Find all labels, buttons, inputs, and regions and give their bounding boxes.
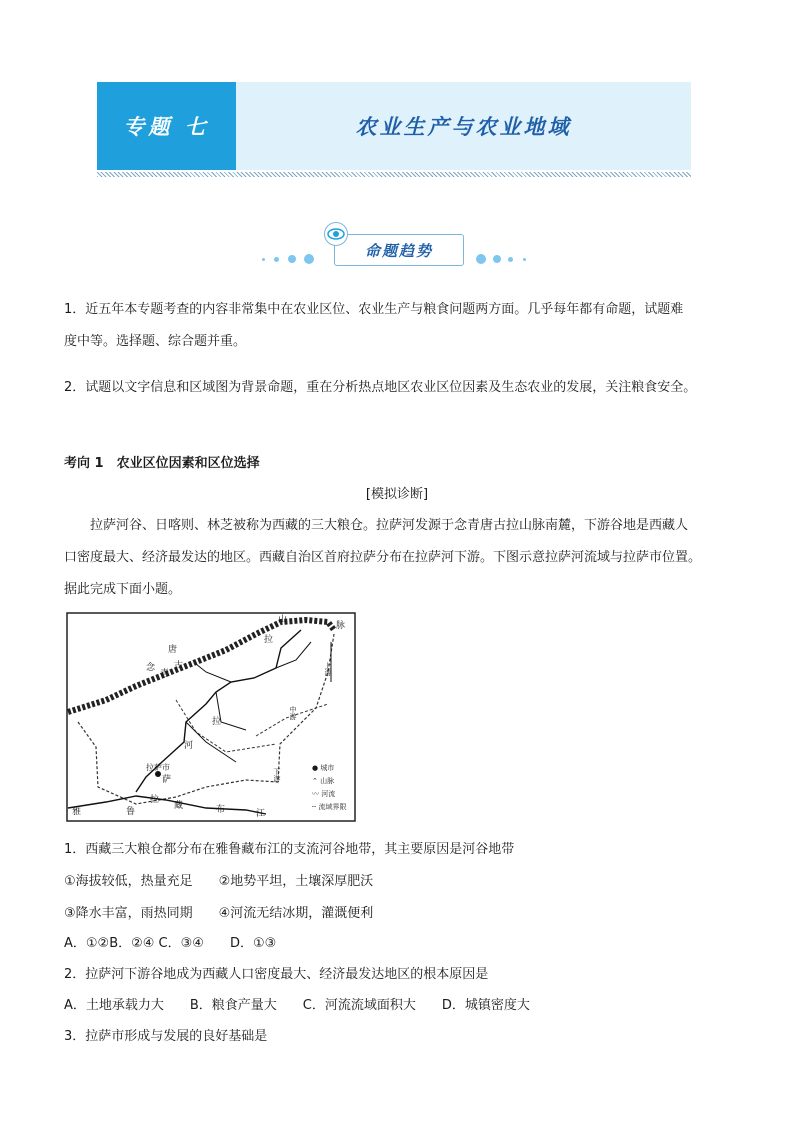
boundary-legend-icon: ┄ bbox=[312, 803, 317, 811]
legend-item bbox=[312, 762, 346, 775]
decor-dot bbox=[476, 254, 486, 264]
map-zone-label: 中游 bbox=[289, 706, 297, 720]
passage bbox=[64, 510, 736, 606]
map-label: 拉 bbox=[150, 795, 160, 805]
legend-item bbox=[312, 788, 346, 801]
question-2: 2．拉萨河下游谷地成为西藏人口密度最大、经济最发达地区的根本原因是 bbox=[64, 967, 489, 982]
decor-dot bbox=[262, 258, 265, 261]
decor-dot bbox=[304, 254, 314, 264]
map-label: 藏 bbox=[174, 801, 184, 811]
map-label: 鲁 bbox=[126, 807, 136, 817]
map-zone-label: 下游 bbox=[273, 768, 281, 782]
chapter-tag bbox=[97, 82, 236, 170]
section-heading: 考向 1 农业区位因素和区位选择 bbox=[64, 456, 260, 471]
map-label: 脉 bbox=[336, 621, 346, 631]
map-label: 河 bbox=[184, 741, 194, 751]
decor-dot bbox=[493, 255, 501, 263]
legend-item bbox=[312, 775, 346, 788]
map-city-label: 拉萨市 bbox=[146, 763, 170, 772]
decor-dot bbox=[288, 255, 296, 263]
decor-dot bbox=[508, 257, 513, 262]
trend-label-box bbox=[334, 234, 464, 266]
chapter-number: 专题 七 bbox=[123, 114, 210, 139]
decor-dot bbox=[523, 258, 526, 261]
map-label: 雅 bbox=[72, 807, 82, 817]
chapter-title: 农业生产与农业地域 bbox=[355, 114, 572, 139]
map-label: 布 bbox=[216, 805, 226, 815]
map-label: 念 bbox=[146, 663, 156, 673]
question-2-options: A．土地承载力大 B．粮食产量大 C．河流流域面积大 D．城镇密度大 bbox=[64, 998, 530, 1013]
legend-label: 城市 bbox=[320, 764, 335, 772]
legend-label: 山脉 bbox=[320, 777, 335, 785]
mountain-legend-icon: ⌃ bbox=[312, 777, 318, 785]
trend-label: 命题趋势 bbox=[364, 241, 433, 260]
intro-line: 1．近五年本专题考查的内容非常集中在农业区位、农业生产与粮食问题两方面。几乎每年都有命题，试题难 bbox=[64, 302, 684, 317]
question-1-options: A．①②B．②④ C．③④ D．①③ bbox=[64, 936, 277, 951]
lhasa-river-map bbox=[66, 612, 356, 822]
river-legend-icon: 〰 bbox=[312, 790, 319, 798]
intro-line: 2．试题以文字信息和区域图为背景命题，重在分析热点地区农业区位因素及生态农业的发展，关注粮食安全。 bbox=[64, 380, 697, 395]
passage-line: 据此完成下面小题。 bbox=[64, 582, 182, 597]
chapter-title-box bbox=[236, 82, 691, 170]
legend-label: 流域界限 bbox=[318, 803, 347, 811]
map-label: 江 bbox=[256, 809, 266, 819]
intro-paragraph-2 bbox=[64, 372, 736, 404]
city-legend-icon: ● bbox=[312, 764, 319, 772]
trend-badge bbox=[262, 222, 532, 268]
banner-divider bbox=[97, 172, 691, 177]
map-label: 萨 bbox=[162, 775, 172, 785]
section-subheading: [模拟诊断] bbox=[365, 487, 429, 502]
map-legend bbox=[312, 762, 346, 814]
intro-paragraph-1 bbox=[64, 294, 736, 358]
eye-icon bbox=[324, 222, 348, 246]
passage-line: 口密度最大、经济最发达的地区。西藏自治区首府拉萨分布在拉萨河下游。下图示意拉萨河流域与拉萨市位置。 bbox=[64, 550, 702, 565]
chapter-banner bbox=[97, 82, 691, 170]
legend-item bbox=[312, 801, 346, 814]
map-label: 山 bbox=[278, 615, 288, 625]
legend-label: 河流 bbox=[321, 790, 336, 798]
question-1-statements-b: ③降水丰富，雨热同期 ④河流无结冰期，灌溉便利 bbox=[64, 906, 374, 921]
decor-dot bbox=[274, 257, 279, 262]
map-zone-label: 上游 bbox=[324, 662, 332, 676]
passage-line: 拉萨河谷、日喀则、林芝被称为西藏的三大粮仓。拉萨河发源于念青唐古拉山脉南麓，下游谷地是西藏人 bbox=[90, 518, 689, 533]
question-1: 1．西藏三大粮仓都分布在雅鲁藏布江的支流河谷地带，其主要原因是河谷地带 bbox=[64, 842, 515, 857]
map-label: 唐 bbox=[168, 645, 178, 655]
question-1-statements-a: ①海拔较低，热量充足 ②地势平坦，土壤深厚肥沃 bbox=[64, 874, 374, 889]
intro-line: 度中等。选择题、综合题并重。 bbox=[64, 334, 247, 349]
map-label: 古 bbox=[174, 661, 184, 671]
map-label: 青 bbox=[160, 669, 170, 679]
question-3: 3．拉萨市形成与发展的良好基础是 bbox=[64, 1029, 268, 1044]
map-label: 拉 bbox=[264, 635, 274, 645]
map-label: 拉 bbox=[212, 717, 222, 727]
